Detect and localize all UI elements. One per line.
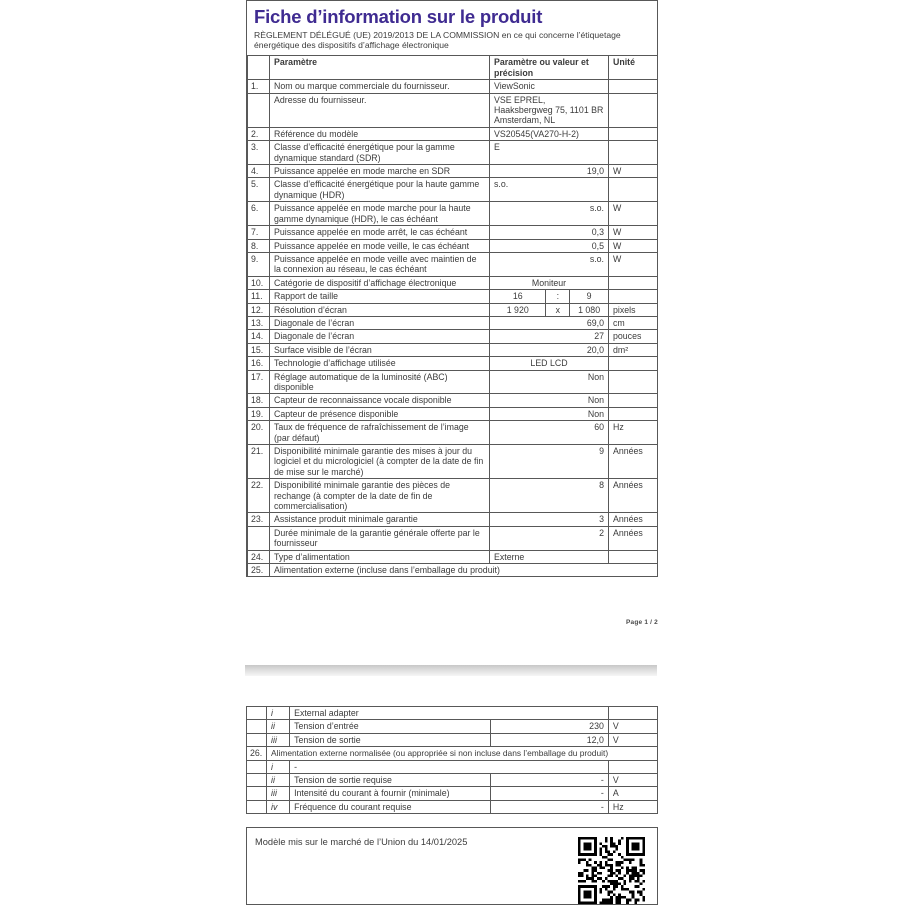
table-row [248,394,658,407]
cell-unit: Années [609,526,658,550]
cell-value: 0,3 [490,226,609,239]
table-row [248,239,658,252]
cell-unit: pixels [609,303,658,316]
cell-row-number: 3. [248,141,270,165]
cell-parameter: Puissance appelée en mode veille avec maintien de la connexion au réseau, le cas échéant [270,252,490,276]
cell-parameter: Capteur de présence disponible [270,407,490,420]
cell-unit: V [608,774,657,787]
cell-unit [609,276,658,289]
cell-row-number: 20. [248,421,270,445]
table-row [248,290,658,303]
cell-row-number [247,707,267,720]
table-row [248,303,658,316]
cell-unit: W [609,165,658,178]
table-row [248,141,658,165]
cell-row-number: 10. [248,276,270,289]
header-cell-parameter: Paramètre [270,56,490,80]
table-row [247,787,658,800]
cell-value: 27 [490,330,609,343]
cell-parameter: Résolution d’écran [270,303,490,316]
cell-sub-value: 1 080 [578,304,601,315]
split-value-group [490,290,608,302]
page-title: Fiche d’information sur le produit [254,6,543,27]
page2-table-body [247,707,658,814]
header-cell-unit: Unité [609,56,658,80]
cell-row-number: 7. [248,226,270,239]
table-row [248,202,658,226]
cell-parameter: Capteur de reconnaissance vocale disponible [270,394,490,407]
cell-value: 2 [490,526,609,550]
cell-parameter: Nom ou marque commerciale du fournisseur. [270,80,490,93]
split-value-group [490,304,608,316]
cell-sub-number: iv [267,800,290,813]
cell-unit: Années [609,445,658,479]
cell-unit [609,178,658,202]
cell-unit [609,550,658,563]
cell-value: 19,0 [490,165,609,178]
table-row [248,343,658,356]
table-row [248,252,658,276]
cell-unit [609,127,658,140]
cell-row-number [247,774,267,787]
cell-parameter: Classe d’efficacité énergétique pour la haute gamme dynamique (HDR) [270,178,490,202]
cell-sub-number: ii [267,720,290,733]
cell-row-number: 2. [248,127,270,140]
cell-sub-number: iii [267,733,290,746]
table-row [248,178,658,202]
cell-parameter: Alimentation externe normalisée (ou appropriée si non incluse dans l’emballage du produit) [267,747,658,760]
cell-value: 230 [490,720,608,733]
cell-parameter: Technologie d’affichage utilisée [270,357,490,370]
cell-unit: W [609,202,658,226]
cell-value: 0,5 [490,239,609,252]
cell-row-number: 26. [247,747,267,760]
cell-unit [608,707,657,720]
table-row [248,407,658,420]
cell-value: LED LCD [490,357,609,370]
cell-row-number: 16. [248,357,270,370]
cell-unit [609,357,658,370]
table-row [247,747,658,760]
cell-unit [609,290,658,303]
cell-row-number: 21. [248,445,270,479]
cell-parameter: Tension de sortie requise [290,774,490,787]
cell-value: VS20545(VA270-H-2) [490,127,609,140]
cell-row-number: 23. [248,513,270,526]
cell-value: 20,0 [490,343,609,356]
page-number: Page 1 / 2 [626,619,658,626]
cell-sub-value: 1 920 [506,304,529,315]
cell-row-number: 25. [248,564,270,577]
cell-unit [608,760,657,773]
cell-unit [609,141,658,165]
cell-unit [609,407,658,420]
cell-value: VSE EPREL, Haaksbergweg 75, 1101 BR Amsterdam, NL [490,93,609,127]
power-supply-table [246,706,658,814]
table-row [248,127,658,140]
cell-row-number [247,733,267,746]
cell-unit: W [609,226,658,239]
table-row [248,513,658,526]
cell-row-number: 14. [248,330,270,343]
table-row [248,226,658,239]
cell-parameter: Adresse du fournisseur. [270,93,490,127]
cell-value [490,290,609,303]
cell-row-number: 8. [248,239,270,252]
table-row [248,479,658,513]
cell-value: 69,0 [490,316,609,329]
table-header-row [248,56,658,80]
cell-parameter: Surface visible de l’écran [270,343,490,356]
table-row [248,550,658,563]
product-info-table [247,55,658,577]
cell-value: Non [490,394,609,407]
table-row [248,526,658,550]
cell-row-number [247,760,267,773]
cell-value: E [490,141,609,165]
cell-value: ViewSonic [490,80,609,93]
cell-value: 3 [490,513,609,526]
cell-value: - [490,774,608,787]
cell-parameter: Classe d’efficacité énergétique pour la gamme dynamique standard (SDR) [270,141,490,165]
cell-parameter: Type d’alimentation [270,550,490,563]
cell-value: 60 [490,421,609,445]
cell-parameter: Catégorie de dispositif d’affichage électronique [270,276,490,289]
table-row [248,80,658,93]
cell-unit: W [609,252,658,276]
cell-row-number [247,720,267,733]
table-row [248,165,658,178]
table-row [247,733,658,746]
cell-row-number: 17. [248,370,270,394]
table-row [248,93,658,127]
cell-parameter: Rapport de taille [270,290,490,303]
table-row [248,357,658,370]
cell-row-number [247,800,267,813]
cell-row-number: 11. [248,290,270,303]
cell-value: - [490,787,608,800]
cell-unit: Années [609,479,658,513]
cell-parameter: Taux de fréquence de rafraîchissement de l’image (par défaut) [270,421,490,445]
footer-box [246,827,658,905]
cell-parameter: Durée minimale de la garantie générale offerte par le fournisseur [270,526,490,550]
cell-sub-value: 9 [586,291,592,302]
cell-row-number: 5. [248,178,270,202]
cell-row-number: 15. [248,343,270,356]
cell-parameter: Disponibilité minimale garantie des mises à jour du logiciel et du micrologiciel (à compter de la date de fin de mise sur le marché) [270,445,490,479]
cell-unit: dm² [609,343,658,356]
cell-unit: A [608,787,657,800]
cell-unit [609,370,658,394]
cell-unit: cm [609,316,658,329]
cell-row-number: 22. [248,479,270,513]
page1-table-body [248,80,658,577]
cell-parameter: Puissance appelée en mode marche en SDR [270,165,490,178]
cell-row-number: 18. [248,394,270,407]
cell-value: 12,0 [490,733,608,746]
cell-unit: pouces [609,330,658,343]
header-cell-value: Paramètre ou valeur et précision [490,56,609,80]
cell-parameter: Tension d’entrée [290,720,490,733]
table-row [247,774,658,787]
cell-unit [609,93,658,127]
table-row [248,564,658,577]
cell-parameter: Fréquence du courant requise [290,800,490,813]
table-row [248,276,658,289]
cell-sub-value: x [545,304,570,316]
table-row [248,330,658,343]
cell-value: s.o. [490,252,609,276]
cell-parameter: Puissance appelée en mode marche pour la haute gamme dynamique (HDR), le cas échéant [270,202,490,226]
cell-row-number [248,93,270,127]
cell-unit: V [608,720,657,733]
cell-parameter: Réglage automatique de la luminosité (ABC) disponible [270,370,490,394]
cell-value: - [490,800,608,813]
cell-parameter: Tension de sortie [290,733,490,746]
cell-row-number: 19. [248,407,270,420]
table-row [248,316,658,329]
cell-row-number: 6. [248,202,270,226]
cell-value: s.o. [490,178,609,202]
cell-row-number [248,526,270,550]
table-row [248,421,658,445]
cell-sub-number: iii [267,787,290,800]
cell-unit: Années [609,513,658,526]
cell-value: Moniteur [490,276,609,289]
cell-parameter: Intensité du courant à fournir (minimale) [290,787,490,800]
header-cell-number [248,56,270,80]
cell-sub-number: i [267,707,290,720]
cell-value: Non [490,407,609,420]
cell-row-number: 13. [248,316,270,329]
cell-value [490,303,609,316]
cell-value: 8 [490,479,609,513]
page-separator [245,665,657,676]
cell-sub-number: ii [267,774,290,787]
cell-unit: V [608,733,657,746]
cell-parameter: Disponibilité minimale garantie des pièces de rechange (à compter de la date de fin de commercialisation) [270,479,490,513]
cell-parameter: Diagonale de l’écran [270,316,490,329]
table-row [247,707,658,720]
cell-parameter: Assistance produit minimale garantie [270,513,490,526]
document-page-2 [246,706,658,814]
cell-parameter: Référence du modèle [270,127,490,140]
cell-sub-number: i [267,760,290,773]
cell-parameter: Diagonale de l’écran [270,330,490,343]
cell-row-number: 4. [248,165,270,178]
cell-row-number [247,787,267,800]
table-row [248,445,658,479]
cell-unit: Hz [608,800,657,813]
cell-row-number: 12. [248,303,270,316]
cell-parameter: Puissance appelée en mode arrêt, le cas échéant [270,226,490,239]
market-date-text: Modèle mis sur le marché de l’Union du 14/01/2025 [255,837,468,847]
qr-code-icon [578,837,645,904]
cell-row-number: 24. [248,550,270,563]
table-row [247,760,658,773]
cell-value: s.o. [490,202,609,226]
cell-row-number: 1. [248,80,270,93]
cell-parameter: Alimentation externe (incluse dans l’emballage du produit) [270,564,658,577]
document-page-1 [246,0,658,577]
cell-row-number: 9. [248,252,270,276]
cell-sub-value: 16 [512,291,523,302]
cell-value: Non [490,370,609,394]
cell-value: Externe [490,550,609,563]
cell-unit [609,80,658,93]
cell-value: 9 [490,445,609,479]
cell-unit: Hz [609,421,658,445]
table-row [248,370,658,394]
table-row [247,720,658,733]
cell-sub-value: : [545,290,570,302]
table-row [247,800,658,813]
cell-parameter: External adapter [290,707,609,720]
regulation-text: RÈGLEMENT DÉLÉGUÉ (UE) 2019/2013 DE LA COMMISSION en ce qui concerne l’étiquetage énergétique des dispositifs d’affichage électronique [254,30,621,51]
cell-parameter: Puissance appelée en mode veille, le cas échéant [270,239,490,252]
cell-unit [609,394,658,407]
cell-unit: W [609,239,658,252]
cell-parameter: - [290,760,609,773]
